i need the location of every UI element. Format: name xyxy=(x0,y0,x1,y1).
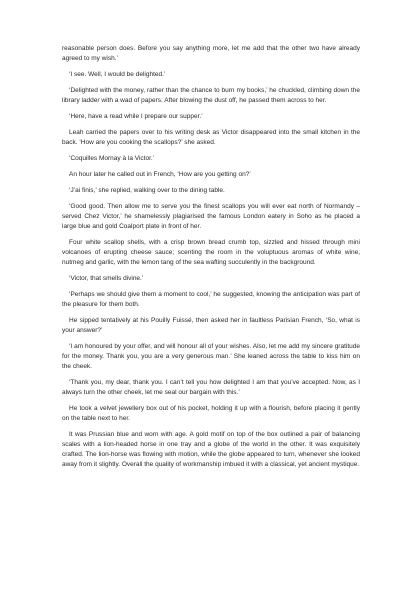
paragraph: Four white scallop shells, with a crisp brown bread crumb top, sizzled and hissed through mini volcanoes of erupting cheese sauce; scenting the room in the voluptuous aromas of white wine, nutmeg and garlic, with the lemon tang of the sea wafting succulently in the background. xyxy=(62,239,360,266)
paragraph: An hour later he called out in French, ‘How are you getting on?’ xyxy=(69,171,251,178)
paragraph: reasonable person does. Before you say anything more, let me add that the other two have already agreed to my wish.’ xyxy=(62,45,360,62)
paragraph: He took a velvet jewellery box out of his pocket, holding it up with a flourish, before placing it gently on the table next to her. xyxy=(62,405,360,422)
paragraph: ‘J’ai finis,’ she replied, walking over to the dining table. xyxy=(69,187,225,194)
paragraph: ‘I see. Well, I would be delighted.’ xyxy=(69,71,166,78)
paragraph: ‘Thank you, my dear, thank you. I can’t tell you how delighted I am that you’ve accepted. Now, as I always turn the other cheek, let me seal our bargain with this.’ xyxy=(62,379,360,396)
paragraph: He sipped tentatively at his Pouilly Fuissé, then asked her in faultless Parisian French, ‘So, what is your answer?’ xyxy=(62,317,360,334)
paragraph: ‘Delighted with the money, rather than the chance to burn my books,’ he chuckled, climbing down the library ladder with a wad of papers. After blowing the dust off, he passed them across to her. xyxy=(62,87,360,104)
paragraph: ‘Coquilles Mornay à la Victor.’ xyxy=(69,155,155,162)
paragraph: Leah carried the papers over to his writing desk as Victor disappeared into the small kitchen in the back. ‘How are you cooking the scallops?’ she asked. xyxy=(62,129,360,146)
paragraph: ‘Good good. Then allow me to serve you the finest scallops you will ever eat north of Normandy – served Chez Victor,’ he shamelessly plagiarised the famous London eatery in Soho as he placed a large blue and gold Coalport plate in front of her. xyxy=(62,203,360,230)
paragraph: ‘Here, have a read while I prepare our supper.’ xyxy=(69,113,203,120)
paragraph: ‘Victor, that smells divine.’ xyxy=(69,275,144,282)
page-body xyxy=(62,44,360,476)
paragraph: ‘Perhaps we should give them a moment to cool,’ he suggested, knowing the anticipation was part of the pleasure for them both. xyxy=(62,291,360,308)
paragraph: ‘I am honoured by your offer, and will honour all of your wishes. Also, let me add my sincere gratitude for the money. Thank you, you are a very generous man.’ She leaned across the table to kiss him on the cheek. xyxy=(62,343,360,370)
paragraph: It was Prussian blue and worn with age. A gold motif on top of the box outlined a pair of balancing scales with a lion-headed horse in one tray and a globe of the world in the other. It was exquisitely crafted. The lion-horse was flowing with motion, while the globe appeared to turn, whenever she looked away from it slightly. Overall the quality of workmanship imbued it with a classical, yet ancient mystique. xyxy=(62,431,360,468)
